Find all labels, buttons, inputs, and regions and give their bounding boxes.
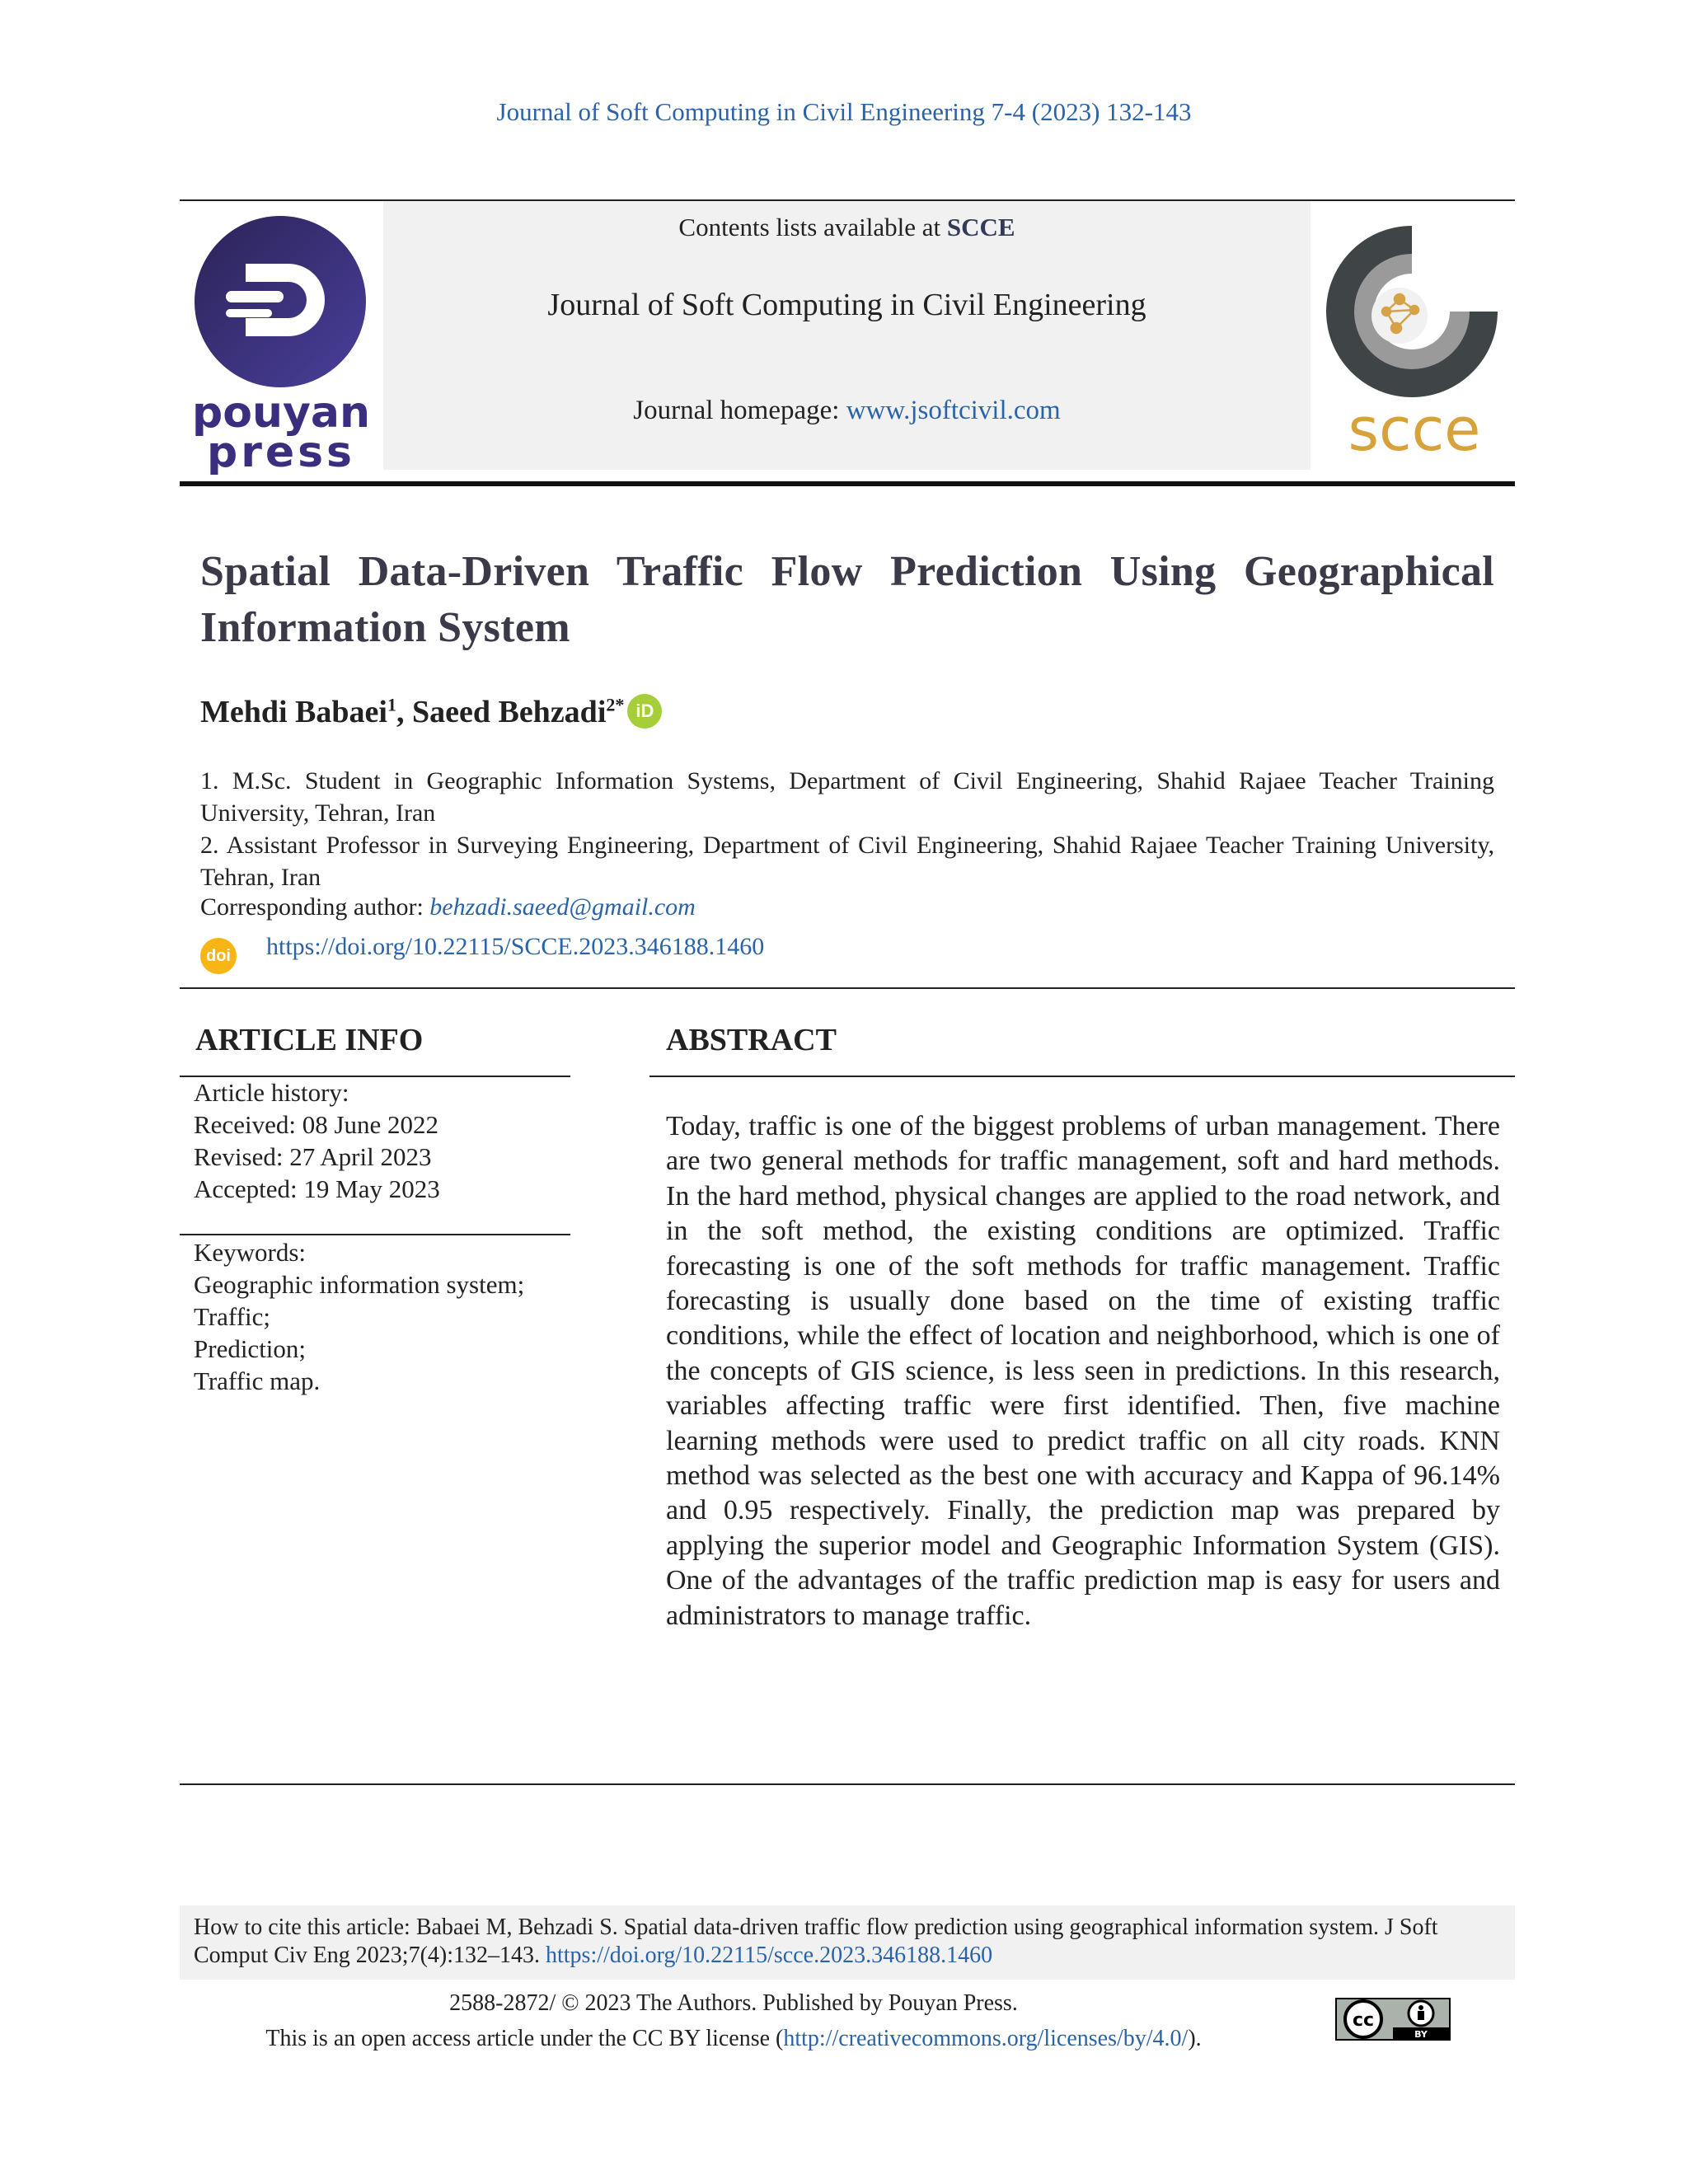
author-affiliation-mark: 2* [606, 694, 625, 715]
copyright-line: 2588-2872/ © 2023 The Authors. Published by Pouyan Press. [449, 1990, 1018, 2016]
author-affiliation-mark: 1 [387, 694, 396, 715]
author-name: Saeed Behzadi [411, 695, 607, 729]
keywords-block [194, 1236, 524, 1397]
cc-label: cc [1352, 2010, 1375, 2031]
citation-doi-link[interactable]: https://doi.org/10.22115/scce.2023.346188.1460 [546, 1943, 993, 1968]
contents-prefix: Contents lists available at [678, 213, 947, 241]
accepted-date: Accepted: 19 May 2023 [194, 1174, 440, 1203]
cc-by-badge-icon[interactable] [1335, 1998, 1451, 2041]
keyword: Traffic map. [194, 1366, 321, 1395]
scce-logo-icon [1317, 221, 1507, 460]
doi-icon: doi [200, 938, 237, 974]
journal-name: Journal of Soft Computing in Civil Engineering [547, 288, 1146, 322]
scce-logo-wordmark: scce [1348, 395, 1481, 460]
orcid-icon[interactable]: iD [627, 694, 662, 729]
license-suffix: ). [1188, 2026, 1202, 2051]
homepage-link[interactable]: www.jsoftcivil.com [846, 396, 1061, 425]
homepage-label: Journal homepage: [633, 396, 846, 425]
received-date: Received: 08 June 2022 [194, 1110, 439, 1139]
citation-text [194, 1914, 1504, 1970]
keyword: Geographic information system; [194, 1270, 525, 1299]
keyword: Traffic; [194, 1302, 270, 1331]
homepage-line [383, 396, 1311, 426]
keyword: Prediction; [194, 1334, 307, 1363]
article-info-heading: ARTICLE INFO [195, 1023, 424, 1057]
running-head: Journal of Soft Computing in Civil Engineering 7-4 (2023) 132-143 [496, 97, 1192, 126]
pouyan-press-logo-icon [188, 213, 374, 475]
section-divider [180, 987, 1515, 989]
contents-line [383, 213, 1311, 242]
abstract-divider [649, 1076, 1515, 1077]
doi-row [200, 933, 764, 974]
article-history [194, 1076, 440, 1205]
pouyan-logo-line2: press [206, 428, 356, 475]
corresponding-author [200, 893, 696, 921]
corresponding-label: Corresponding author: [200, 893, 430, 921]
author-list [200, 694, 662, 730]
author-name: Mehdi Babaei [200, 695, 387, 729]
affiliation: 1. M.Sc. Student in Geographic Information Systems, Department of Civil Engineering, Shahid Rajaee Teacher Training University, Tehran, Iran [200, 767, 1494, 827]
license-prefix: This is an open access article under the CC BY license ( [265, 2026, 784, 2051]
license-link[interactable]: http://creativecommons.org/licenses/by/4.0/ [783, 2026, 1189, 2051]
license-line [0, 2026, 1467, 2052]
abstract-text: Today, traffic is one of the biggest problems of urban management. There are two general methods for traffic management, soft and hard methods. In the hard method, physical changes are applied to the road network, and in the soft method, the existing conditions are optimized. Traffic forecasting is one of the soft methods for traffic management. Traffic forecasting is usually done based on the time of existing traffic conditions, while the effect of location and neighborhood, which is one of the concepts of GIS science, is less seen in predictions. In this research, variables affecting traffic were first identified. Then, five machine learning methods were used to predict traffic on all city roads. KNN method was selected as the best one with accuracy and Kappa of 96.14% and 0.95 respectively. Finally, the prediction map was prepared by applying the superior model and Geographic Information System (GIS). One of the advantages of the traffic prediction map is easy for users and administrators to manage traffic. [666, 1111, 1500, 1631]
section-divider [180, 1783, 1515, 1785]
citation-body: How to cite this article: Babaei M, Behzadi S. Spatial data-driven traffic flow prediction using geographical information system. J Soft Comput Civ Eng 2023;7(4):132–143. [194, 1915, 1438, 1968]
doi-link[interactable]: https://doi.org/10.22115/SCCE.2023.346188.1460 [266, 933, 765, 960]
by-label: BY [1414, 2029, 1428, 2040]
contents-brand: SCCE [946, 213, 1015, 241]
keywords-divider [180, 1234, 570, 1235]
affiliation: 2. Assistant Professor in Surveying Engineering, Department of Civil Engineering, Shahid Rajaee Teacher Training University, Tehran, Iran [200, 832, 1494, 891]
revised-date: Revised: 27 April 2023 [194, 1142, 432, 1171]
corresponding-email-link[interactable]: behzadi.saeed@gmail.com [429, 893, 696, 921]
article-title: Spatial Data-Driven Traffic Flow Prediction Using Geographical Information System [200, 548, 1494, 651]
pouyan-logo-line1: pouyan [192, 388, 370, 438]
history-label: Article history: [194, 1078, 349, 1107]
keywords-label: Keywords: [194, 1238, 307, 1267]
abstract-heading: ABSTRACT [666, 1023, 837, 1057]
author-separator: , [396, 695, 412, 729]
